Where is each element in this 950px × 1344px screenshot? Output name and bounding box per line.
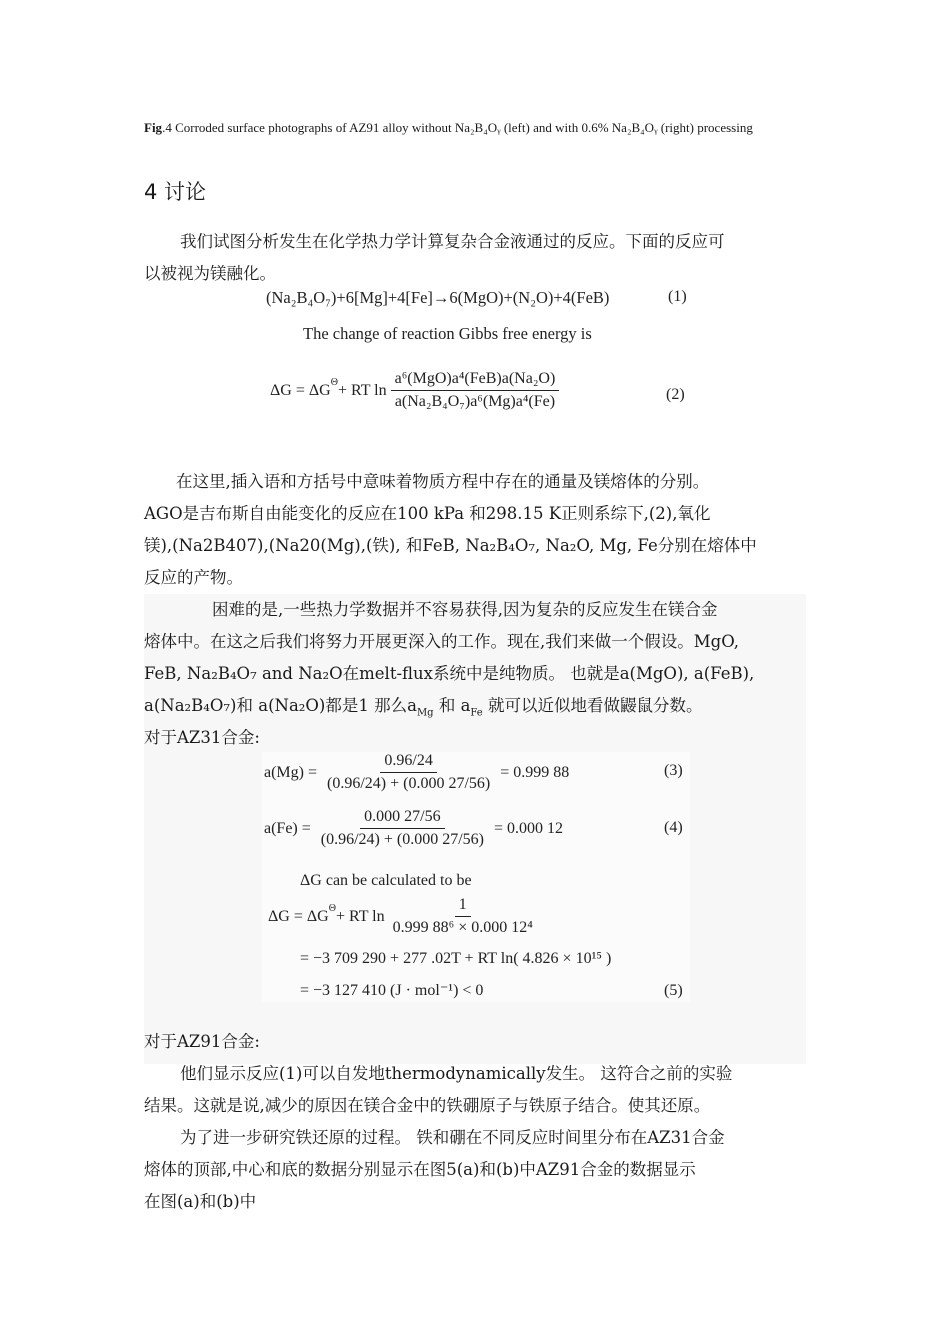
- paragraph-3-line-4-mid: 和 a: [433, 696, 471, 715]
- equation-5-theta: Θ: [328, 903, 336, 914]
- paragraph-3-line-2: 熔体中。在这之后我们将努力开展更深入的工作。现在,我们来做一个假设。MgO,: [144, 632, 740, 651]
- equation-5-denominator: 0.999 88⁶ × 0.000 12⁴: [392, 919, 533, 936]
- equation-2-fraction: [391, 370, 560, 411]
- equation-3-fraction: [323, 752, 494, 793]
- equation-4-rhs: = 0.000 12: [494, 819, 564, 837]
- gibbs-label: The change of reaction Gibbs free energy is: [303, 324, 592, 343]
- section-heading: 4 讨论: [144, 180, 207, 204]
- equation-2-theta: Θ: [330, 377, 338, 388]
- equation-4-number: (4): [664, 819, 683, 836]
- equation-3-lhs: a(Mg) =: [264, 763, 318, 781]
- subscript-fe: Fe: [470, 707, 483, 719]
- intro-paragraph: [144, 226, 806, 290]
- equation-5-line-3: = −3 127 410 (J · mol⁻¹) < 0: [300, 982, 484, 999]
- equation-2-lhs: ΔG = ΔG: [270, 381, 331, 399]
- paragraph-3-line-4-tail: 就可以近似地看做鼹鼠分数。: [482, 696, 703, 715]
- equation-4: [264, 808, 563, 849]
- figure-label: Fig: [144, 120, 163, 135]
- equation-3-rhs: = 0.999 88: [500, 763, 570, 781]
- paragraph-2-line-2: AGO是吉布斯自由能变化的反应在100 kPa 和298.15 K正则系综下,(2),氧化: [144, 504, 711, 523]
- figure-caption-text: .4 Corroded surface photographs of AZ91 alloy without Na₂B₄Oᵧ (left) and with 0.6% Na₂B₄Oᵧ (right) processing: [162, 120, 753, 135]
- paragraph-4: [144, 1058, 806, 1122]
- equation-3-numerator: 0.96/24: [380, 752, 436, 773]
- equation-4-fraction: [317, 808, 488, 849]
- equation-2-number: (2): [666, 386, 685, 403]
- equation-5-line-2: = −3 709 290 + 277 .02T + RT ln( 4.826 × 10¹⁵ ): [300, 950, 612, 967]
- paragraph-4-line-2: 结果。这就是说,减少的原因在镁合金中的铁硼原子与铁原子结合。使其还原。: [144, 1096, 711, 1115]
- equation-3-number: (3): [664, 762, 683, 779]
- equation-4-denominator: (0.96/24) + (0.000 27/56): [320, 831, 485, 848]
- equation-5-fraction: [389, 896, 537, 937]
- equation-5-numerator: 1: [455, 896, 471, 917]
- paragraph-3-line-4-start: a(Na₂B₄O₇)和 a(Na₂O)都是1 那么a: [144, 696, 417, 715]
- paragraph-5-line-3: 在图(a)和(b)中: [144, 1192, 257, 1211]
- paragraph-2-line-1: 在这里,插入语和方括号中意味着物质方程中存在的通量及镁熔体的分别。: [176, 472, 710, 491]
- intro-line-2: 以被视为镁融化。: [144, 264, 276, 283]
- intro-line-1: 我们试图分析发生在化学热力学计算复杂合金液通过的反应。下面的反应可: [180, 232, 725, 251]
- equation-5-number: (5): [664, 982, 683, 999]
- equation-4-numerator: 0.000 27/56: [360, 808, 444, 829]
- paragraph-5-line-2: 熔体的顶部,中心和底的数据分别显示在图5(a)和(b)中AZ91合金的数据显示: [144, 1160, 696, 1179]
- paragraph-4-line-1: 他们显示反应(1)可以自发地thermodynamically发生。 这符合之前的实验: [180, 1064, 733, 1083]
- paragraph-2: [144, 466, 806, 594]
- az91-label: 对于AZ91合金:: [144, 1032, 260, 1051]
- equation-5: [268, 896, 537, 937]
- paragraph-3-line-4: [144, 690, 806, 722]
- figure-caption: [144, 117, 806, 138]
- equation-2-numerator: a⁶(MgO)a⁴(FeB)a(Na₂O): [391, 370, 560, 391]
- equation-1-number: (1): [668, 288, 687, 305]
- calc-label: ΔG can be calculated to be: [300, 872, 472, 889]
- equation-2-denominator: a(Na₂B₄O₇)a⁶(Mg)a⁴(Fe): [394, 393, 556, 410]
- paragraph-5: [144, 1122, 806, 1218]
- equation-3-denominator: (0.96/24) + (0.000 27/56): [327, 775, 491, 792]
- subscript-mg: Mg: [416, 707, 434, 719]
- paragraph-5-line-1: 为了进一步研究铁还原的过程。 铁和硼在不同反应时间里分布在AZ31合金: [180, 1128, 725, 1147]
- paragraph-3-line-3: FeB, Na₂B₄O₇ and Na₂O在melt-flux系统中是纯物质。 也就是a(MgO), a(FeB),: [144, 664, 755, 683]
- equation-5-lhs: ΔG = ΔG: [268, 907, 329, 925]
- equation-4-lhs: a(Fe) =: [264, 819, 311, 837]
- equation-2-mid: + RT ln: [337, 381, 387, 399]
- az31-label: 对于AZ31合金:: [144, 728, 260, 747]
- paragraph-3: [144, 594, 806, 754]
- paragraph-2-line-4: 反应的产物。: [144, 568, 243, 587]
- equation-1: (Na₂B₄O₇)+6[Mg]+4[Fe]→6(MgO)+(N₂O)+4(FeB): [266, 288, 610, 307]
- paragraph-3-line-1: 困难的是,一些热力学数据并不容易获得,因为复杂的反应发生在镁合金: [212, 600, 718, 619]
- paragraph-2-line-3: 镁),(Na2B407),(Na20(Mg),(铁), 和FeB, Na₂B₄O₇, Na₂O, Mg, Fe分别在熔体中: [144, 536, 757, 555]
- equation-5-mid: + RT ln: [335, 907, 385, 925]
- equation-2: [270, 370, 559, 411]
- equation-3: [264, 752, 569, 793]
